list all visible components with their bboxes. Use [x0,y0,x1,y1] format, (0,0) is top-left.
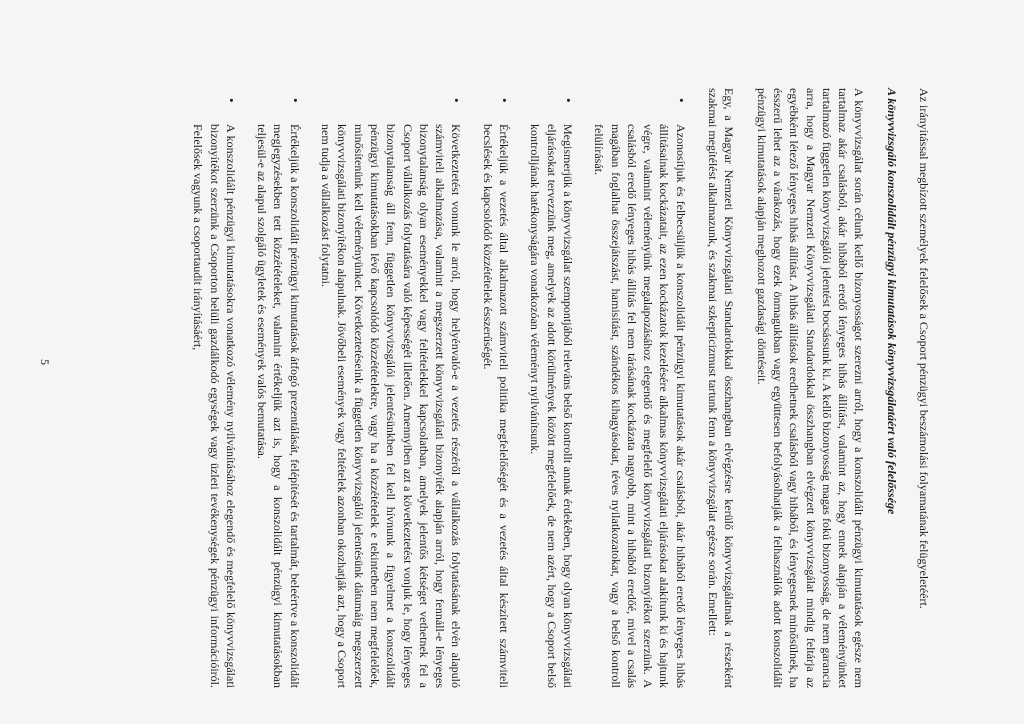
page-body [175,88,932,688]
bullet-item-1: • Azonosítjuk és felbecsüljük a konszolidált pénzügyi kimutatások akár csalásból, akár hibából eredő lényeges hibás állításainak kockázatait, az ezen kockázatok kezelésére alkalmas könyvvizsgálati eljárásokat alakítunk ki és hajtunk végre, valamint véleményünk megalapozásához elegendő és megfelelő könyvvizsgálati bizonyítékot szerzünk. A csalásból eredő lényeges hibás állítás fel nem tárásának kockázata nagyobb, mint a hibából eredőé, mivel a csalás magában foglalhat összejátszást, hamisítást, szándékos kihagyásokat, téves nyilatkozatokat, vagy a belső kontroll felülírását. [591,88,689,688]
bullet-item-2: • Megismerjük a könyvvizsgálat szempontjából releváns belső kontrollt annak érdekében, hogy olyan könyvvizsgálati eljárásokat tervezzünk meg, amelyek az adott körülmények között megfelelőek, de nem azért, hogy a Csoport belső kontrolljának hatékonyságára vonatkozóan véleményt nyilvánítsunk. [527,88,576,688]
body-paragraph-1: A könyvvizsgálat során célunk kellő bizonyosságot szerezni arról, hogy a konszolidált pénzügyi kimutatások egésze nem tartalmaz akár csalásból, akár hibából eredő lényeges hibás állítást, valamint az, hogy ennek alapján a véleményünket tartalmazó független könyvvizsgálói jelentést bocsássunk ki. A kellő bizonyosság magas fokú bizonyosság, de nem garancia arra, hogy a Magyar Nemzeti Könyvvizsgálati Standardokkal összhangban elvégzett könyvvizsgálat mindig feltárja az egyébként létező lényeges hibás állítást. A hibás állítások eredhetnek csalásból vagy hibából, és lényegesnek minősülnek, ha ésszerű lehet az a várakozás, hogy ezek önmagukban vagy együttesen befolyásolhatják a felhasználók adott konszolidált pénzügyi kimutatások alapján meghozott gazdasági döntéseit. [754,88,867,688]
bullet-item-4: • Következtetést vonunk le arról, hogy helyénvaló-e a vezetés részéről a vállalkozás folytatásának elvén alapuló számviteli alkalmazása, valamint a megszerzett könyvvizsgálati bizonyíték alapján arról, hogy fennáll-e lényeges bizonytalanság olyan eseményekkel vagy feltételekkel kapcsolatban, amelyek jelentős kétséget vethetnek fel a Csoport vállalkozás folytatására való képességét illetően. Amennyiben azt a következtetést vonjuk le, hogy lényeges bizonytalanság áll fenn, független könyvvizsgálói jelentésünkben fel kell hívnunk a figyelmet a konszolidált pénzügyi kimutatásokban lévő kapcsolódó közzétételekre, vagy ha a közzétételek e tekintetben nem megfelelőek, minősítenünk kell véleményünket. Következtetéseink a független könyvvizsgálói jelentésünk dátumáig megszerzett könyvvizsgálati bizonyítékon alapulnak. Jövőbeli események vagy feltételek azonban okozhatják azt, hogy a Csoport nem tudja a vállalkozást folytatni. [318,88,465,688]
bullet-item-3: • Értékeljük a vezetés által alkalmazott számviteli politika megfelelőségét és a vezetés által készített számviteli becslések és kapcsolódó közzétételek ésszerűségét. [479,88,512,688]
intro-paragraph: Az irányítással megbízott személyek felelősek a Csoport pénzügyi beszámolási folyamatának felügyeletéért. [917,88,931,609]
bullet-list [190,88,689,688]
section-heading: A könyvvizsgáló konszolidált pénzügyi kimutatások könyvvizsgálatáért való felelőssége [884,88,899,515]
bullet-item-5: • Értékeljük a konszolidált pénzügyi kimutatások átfogó prezentálását, felépítését és tartalmát, beleértve a konszolidált megjegyzésekben tett közzétételeket, valamint értékeljük azt is, hogy a konszolidált pénzügyi kimutatásokban teljesül-e az alapul szolgáló ügyletek és események valós bemutatása. [254,88,303,688]
body-paragraph-2: Egy, a Magyar Nemzeti Könyvvizsgálati Standardokkal összhangban elvégzésre kerülő könyvvizsgálatnak a részeként szakmai megítélést alkalmazunk, és szakmai szkepticizmust tartunk fenn a könyvvizsgálat egésze során. Emellett: [706,88,737,688]
page-number: 5 [38,359,52,365]
bullet-item-6: • A konszolidált pénzügyi kimutatásokra vonatkozó vélemény nyilvánításához elegendő és megfelelő könyvvizsgálati bizonyítékot szerzünk a Csoporton belüli gazdálkodó egységek vagy üzleti tevékenységek pénzügyi információiról. Felelősek vagyunk a csoportaudit irányításáért, [190,88,239,688]
